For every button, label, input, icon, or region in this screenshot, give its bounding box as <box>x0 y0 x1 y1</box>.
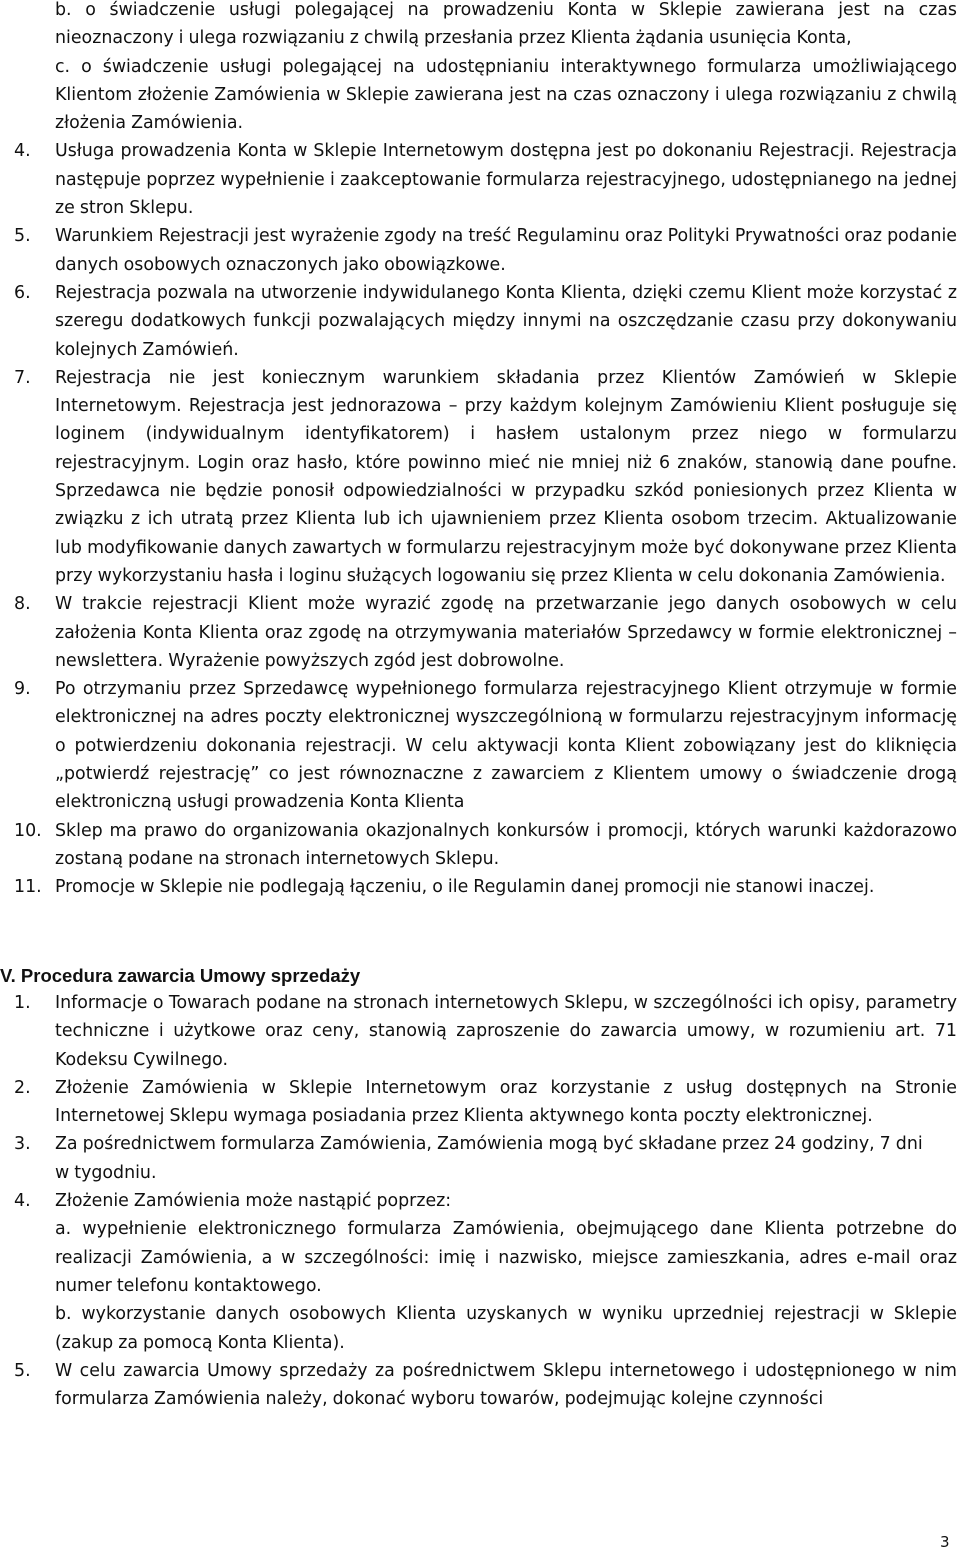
item-text: Promocje w Sklepie nie podlegają łączeniu, o ile Regulamin danej promocji nie stanowi inaczej. <box>55 877 875 898</box>
item-text: Sklep ma prawo do organizowania okazjonalnych konkursów i promocji, których warunki każdorazowo zostaną podane na stronach internetowych Sklepu. <box>55 820 957 869</box>
item-text: W celu zawarcia Umowy sprzedaży za pośrednictwem Sklepu internetowego i udostępnionego w nim formularza Zamówienia należy, dokonać wyboru towarów, podejmując kolejne czynności <box>55 1360 957 1410</box>
item-text: a. wypełnienie elektronicznego formularza Zamówienia, obejmującego dane Klienta potrzebne do realizacji Zamówienia, a w szczególności: imię i nazwisko, miejsce zamieszkania, adres e-mail oraz numer telefonu kontaktowego. <box>55 1219 957 1296</box>
item-number: 6. <box>14 282 31 303</box>
list-item <box>0 1357 957 1414</box>
list-item <box>0 1130 957 1187</box>
list-item <box>0 590 957 675</box>
item-text: Złożenie Zamówienia może nastąpić poprzez: <box>55 1191 452 1212</box>
item-number: 4. <box>14 1191 31 1212</box>
list-item <box>0 364 957 590</box>
item-text: w tygodniu. <box>55 1162 157 1183</box>
item-number: 4. <box>14 141 31 162</box>
item-text: Rejestracja nie jest koniecznym warunkiem składania przez Klientów Zamówień w Sklepie Internetowym. Rejestracja jest jednorazowa – przy każdym kolejnym Zamówieniu Klient posługuje się loginem (indywidualnym identyfikatorem) i hasłem ustalonym przez niego w formularzu rejestracyjnym. Login oraz hasło, które powinno mieć nie mniej niż 6 znaków, stanowią dane poufne. Sprzedawca nie będzie ponosił odpowiedzialności w przypadku szkód poniesionych przez Klienta w związku z ich utratą przez Klienta lub ich ujawnieniem przez Klienta osobom trzecim. Aktualizowanie lub modyfikowanie danych zawartych w formularzu rejestracyjnym może być dokonywane przez Klienta przy wykorzystaniu hasła i loginu służących logowaniu się przez Klienta w celu dokonania Zamówienia. <box>55 367 957 586</box>
list-item <box>0 0 957 137</box>
item-number: 9. <box>14 679 31 700</box>
item-number: 2. <box>14 1077 31 1098</box>
item-text: c. o świadczenie usługi polegającej na udostępnianiu interaktywnego formularza umożliwiającego Klientom złożenie Zamówienia w Sklepie zawierana jest na czas oznaczony i ulega rozwiązaniu z chwilą złożenia Zamówienia. <box>55 56 957 134</box>
item-number: 5. <box>14 1360 31 1381</box>
list-item <box>0 817 957 874</box>
item-text: Warunkiem Rejestracji jest wyrażenie zgody na treść Regulaminu oraz Polityki Prywatności oraz podanie danych osobowych oznaczonych jako obowiązkowe. <box>55 226 957 275</box>
item-number: 3. <box>14 1134 31 1155</box>
item-number: 5. <box>14 226 31 247</box>
item-text: Usługa prowadzenia Konta w Sklepie Internetowym dostępna jest po dokonaniu Rejestracji. Rejestracja następuje poprzez wypełnienie i zaakceptowanie formularza rejestracyjnego, udostępnianego na jednej ze stron Sklepu. <box>55 141 957 219</box>
section-heading: V. Procedura zawarcia Umowy sprzedaży <box>0 965 361 986</box>
list-item <box>0 222 957 279</box>
list-item <box>0 137 957 222</box>
item-number: 10. <box>14 820 42 841</box>
item-text: b. o świadczenie usługi polegającej na prowadzeniu Konta w Sklepie zawierana jest na czas nieoznaczony i ulega rozwiązaniu z chwilą przesłania przez Klienta żądania usunięcia Konta, <box>55 0 957 49</box>
item-text: Rejestracja pozwala na utworzenie indywidulanego Konta Klienta, dzięki czemu Klient może korzystać z szeregu dodatkowych funkcji pozwalających między innymi na oszczędzanie czasu przy dokonywaniu kolejnych Zamówień. <box>55 282 957 360</box>
list-item <box>0 279 957 364</box>
list-item <box>0 989 957 1074</box>
item-number: 7. <box>14 367 31 388</box>
page-number: 3 <box>940 1533 950 1551</box>
item-text: Za pośrednictwem formularza Zamówienia, Zamówienia mogą być składane przez 24 godziny, 7 dni <box>55 1134 923 1155</box>
list-item <box>0 1074 957 1131</box>
item-text: Informacje o Towarach podane na stronach internetowych Sklepu, w szczególności ich opisy, parametry techniczne i użytkowe oraz ceny, stanowią zaproszenie do zawarcia umowy, w rozumieniu art. 71 Kodeksu Cywilnego. <box>55 993 957 1070</box>
item-text: Złożenie Zamówienia w Sklepie Internetowym oraz korzystanie z usług dostępnych na Stronie Internetowej Sklepu wymaga posiadania przez Klienta aktywnego konta poczty elektronicznej. <box>55 1077 957 1127</box>
section-v-list <box>0 989 957 1413</box>
list-item <box>0 1187 957 1357</box>
list-item <box>0 873 957 901</box>
item-text: Po otrzymaniu przez Sprzedawcę wypełnionego formularza rejestracyjnego Klient otrzymuje w formie elektronicznej na adres poczty elektronicznej wyszczególnioną w formularzu rejestracyjnym informację o potwierdzeniu dokonania rejestracji. W celu aktywacji konta Klient zobowiązany jest do kliknięcia „potwierdź rejestrację” co jest równoznaczne z zawarciem z Klientem umowy o świadczenie drogą elektroniczną usługi prowadzenia Konta Klienta <box>55 679 957 813</box>
item-number: 1. <box>14 993 31 1013</box>
item-number: 8. <box>14 594 31 615</box>
item-number: 11. <box>14 877 42 898</box>
item-text: b. wykorzystanie danych osobowych Klienta uzyskanych w wyniku uprzedniej rejestracji w Sklepie (zakup za pomocą Konta Klienta). <box>55 1304 957 1353</box>
list-item <box>0 675 957 816</box>
item-text: W trakcie rejestracji Klient może wyrazić zgodę na przetwarzanie jego danych osobowych w celu założenia Konta Klienta oraz zgodę na otrzymywania materiałów Sprzedawcy w formie elektronicznej – newslettera. Wyrażenie powyższych zgód jest dobrowolne. <box>55 594 957 671</box>
